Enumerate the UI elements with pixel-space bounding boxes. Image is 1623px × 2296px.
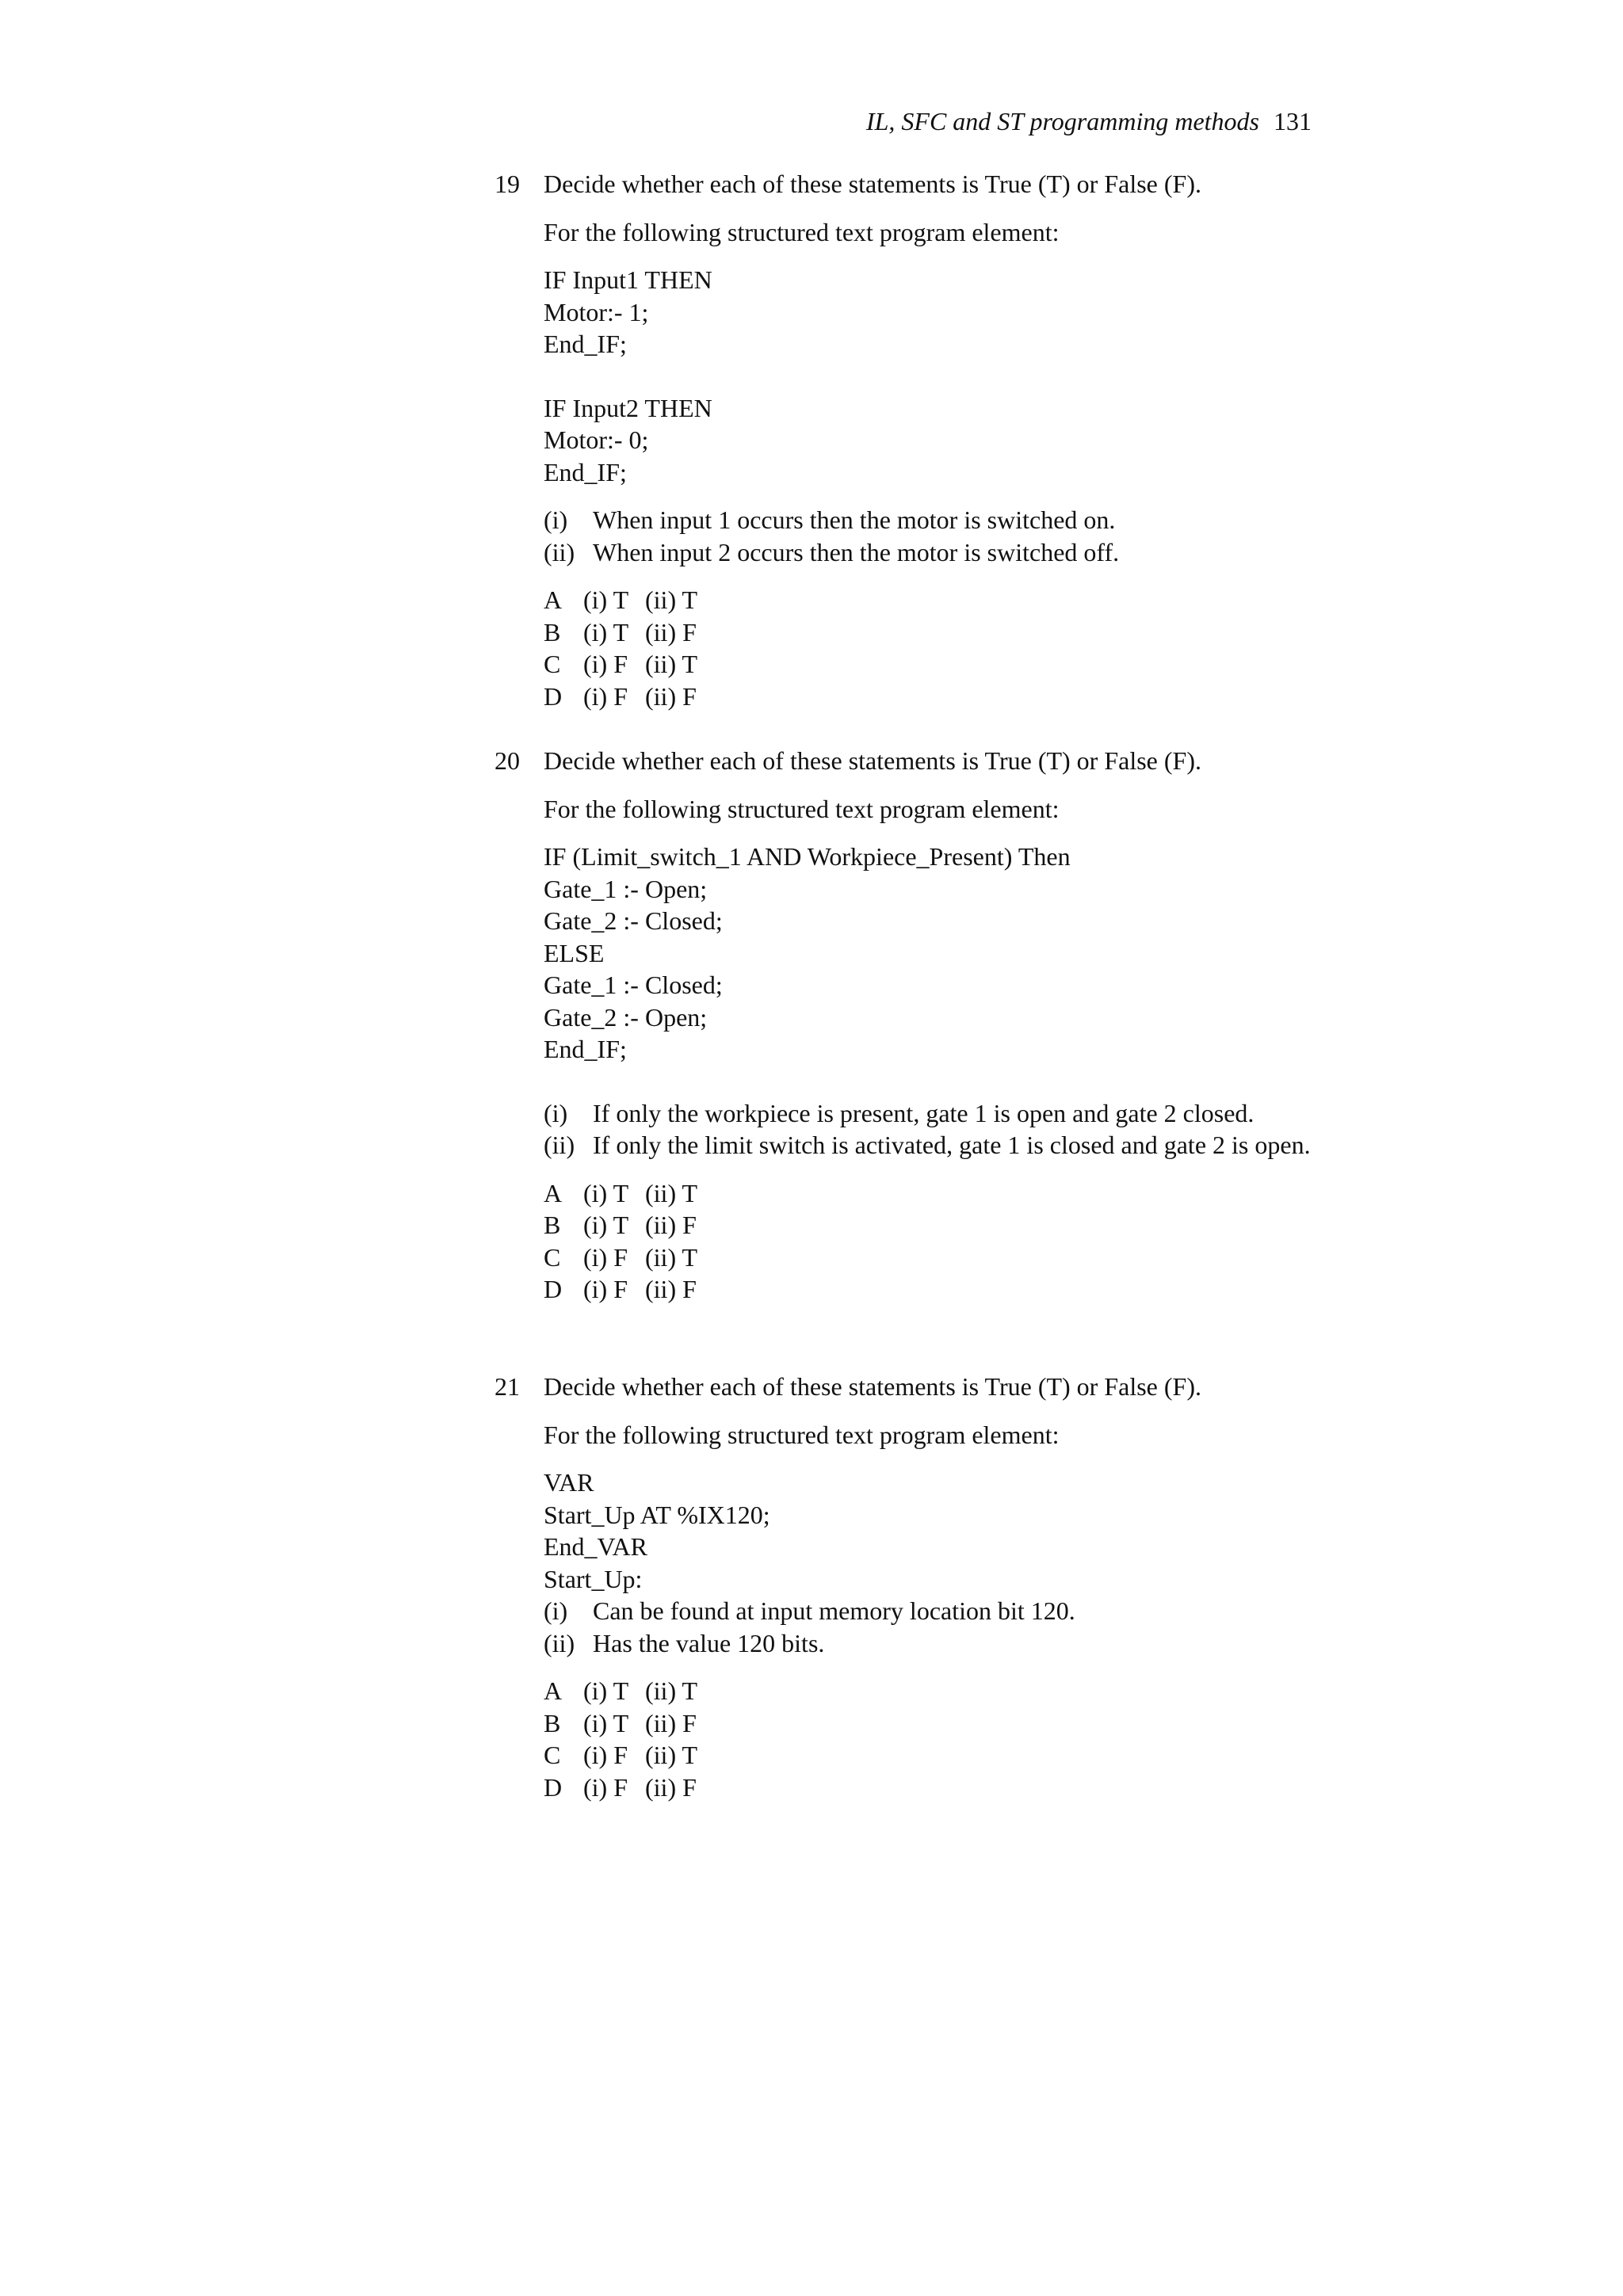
- code-block: [544, 1466, 1316, 1595]
- answer-option: [544, 1209, 1316, 1241]
- question-number: 21: [495, 1372, 520, 1401]
- option-part-i: (i) F: [583, 1242, 628, 1272]
- code-block: [544, 264, 1316, 360]
- code-block: [544, 841, 1316, 1066]
- statement-list: [544, 1595, 1316, 1659]
- code-line: Gate_2 :- Closed;: [544, 906, 723, 935]
- option-part-ii: (ii) T: [645, 1242, 698, 1272]
- statement-label: (ii): [544, 537, 575, 566]
- code-line: End_VAR: [544, 1532, 647, 1561]
- statement-text: If only the workpiece is present, gate 1 is open and gate 2 closed.: [593, 1098, 1254, 1127]
- statement: [544, 1595, 1316, 1627]
- question-prompt: Decide whether each of these statements is True (T) or False (F).: [544, 746, 1201, 775]
- code-line: End_IF;: [544, 330, 627, 358]
- answer-option: [544, 681, 1316, 713]
- code-line: ELSE: [544, 938, 605, 967]
- code-line: End_IF;: [544, 1035, 627, 1063]
- statement-label: (ii): [544, 1628, 575, 1657]
- answer-option: [544, 1772, 1316, 1804]
- code-line: IF Input2 THEN: [544, 393, 712, 422]
- answer-option: [544, 1675, 1316, 1707]
- page-number: 131: [1274, 107, 1312, 135]
- answer-option: [544, 1241, 1316, 1274]
- code-line: Motor:- 1;: [544, 297, 649, 326]
- question-number: 20: [495, 746, 520, 775]
- option-letter: A: [544, 1178, 563, 1207]
- option-letter: B: [544, 617, 561, 646]
- question-intro: For the following structured text program element:: [544, 1420, 1060, 1449]
- question-body: [544, 168, 1316, 712]
- statement-text: When input 2 occurs then the motor is switched off.: [593, 537, 1120, 566]
- statement-text: When input 1 occurs then the motor is switched on.: [593, 505, 1116, 534]
- question-number: 19: [495, 170, 520, 198]
- option-letter: B: [544, 1708, 561, 1737]
- option-part-ii: (ii) T: [645, 1676, 698, 1705]
- option-part-ii: (ii) T: [645, 1178, 698, 1207]
- statement: [544, 536, 1316, 569]
- option-part-i: (i) F: [583, 650, 628, 678]
- option-part-ii: (ii) F: [645, 681, 697, 711]
- option-part-i: (i) F: [583, 681, 628, 711]
- question-prompt: Decide whether each of these statements is True (T) or False (F).: [544, 170, 1201, 198]
- statement: [544, 1129, 1316, 1161]
- option-part-ii: (ii) F: [645, 1708, 697, 1737]
- option-part-i: (i) F: [583, 1772, 628, 1802]
- code-line: Start_Up AT %IX120;: [544, 1500, 770, 1529]
- question-prompt: Decide whether each of these statements is True (T) or False (F).: [544, 1372, 1201, 1401]
- option-part-ii: (ii) F: [645, 1211, 697, 1239]
- code-line: IF (Limit_switch_1 AND Workpiece_Present) Then: [544, 842, 1071, 871]
- code-line: Gate_1 :- Closed;: [544, 971, 723, 999]
- option-part-ii: (ii) F: [645, 1772, 697, 1802]
- option-letter: D: [544, 1275, 563, 1303]
- option-part-i: (i) T: [583, 1211, 629, 1239]
- code-line: Gate_1 :- Open;: [544, 874, 708, 903]
- option-part-i: (i) F: [583, 1275, 628, 1303]
- answer-option: [544, 584, 1316, 616]
- option-letter: D: [544, 1772, 563, 1802]
- code-line: Motor:- 0;: [544, 425, 649, 454]
- statement-text: Can be found at input memory location bit 120.: [593, 1596, 1075, 1625]
- question-21: [495, 1371, 1316, 1803]
- option-part-i: (i) T: [583, 1676, 629, 1705]
- option-letter: D: [544, 681, 563, 711]
- code-line: IF Input1 THEN: [544, 265, 712, 294]
- answer-options: [544, 1177, 1316, 1306]
- option-letter: C: [544, 1242, 561, 1272]
- code-line: VAR: [544, 1468, 594, 1497]
- question-20: [495, 745, 1316, 1306]
- statement-label: (i): [544, 1098, 568, 1127]
- option-part-ii: (ii) F: [645, 1275, 697, 1303]
- question-body: [544, 745, 1316, 1306]
- option-part-ii: (ii) T: [645, 585, 698, 614]
- option-letter: A: [544, 1676, 563, 1705]
- option-letter: C: [544, 650, 561, 678]
- answer-options: [544, 584, 1316, 712]
- option-part-i: (i) T: [583, 1708, 629, 1737]
- option-part-i: (i) T: [583, 1178, 629, 1207]
- statement-label: (i): [544, 1596, 568, 1625]
- option-letter: C: [544, 1741, 561, 1769]
- answer-option: [544, 616, 1316, 649]
- question-19: [495, 168, 1316, 712]
- statement-list: [544, 504, 1316, 568]
- answer-option: [544, 1273, 1316, 1306]
- option-part-ii: (ii) F: [645, 617, 697, 646]
- code-line: Start_Up:: [544, 1564, 643, 1593]
- option-part-i: (i) F: [583, 1741, 628, 1769]
- code-line: End_IF;: [544, 457, 627, 486]
- answer-options: [544, 1675, 1316, 1803]
- option-part-i: (i) T: [583, 585, 629, 614]
- running-title: IL, SFC and ST programming methods: [865, 107, 1259, 135]
- running-header: [866, 105, 1312, 138]
- option-part-ii: (ii) T: [645, 1741, 698, 1769]
- statement: [544, 1627, 1316, 1660]
- question-intro: For the following structured text program element:: [544, 217, 1060, 246]
- statement-label: (i): [544, 505, 568, 534]
- option-letter: A: [544, 585, 563, 614]
- code-block: [544, 392, 1316, 489]
- question-intro: For the following structured text program element:: [544, 794, 1060, 823]
- answer-option: [544, 648, 1316, 681]
- statement-label: (ii): [544, 1131, 575, 1159]
- statement-text: If only the limit switch is activated, gate 1 is closed and gate 2 is open.: [593, 1131, 1311, 1159]
- option-part-i: (i) T: [583, 617, 629, 646]
- answer-option: [544, 1739, 1316, 1772]
- option-letter: B: [544, 1211, 561, 1239]
- statement-list: [544, 1097, 1316, 1161]
- question-body: [544, 1371, 1316, 1803]
- statement: [544, 504, 1316, 536]
- code-line: Gate_2 :- Open;: [544, 1002, 708, 1032]
- answer-option: [544, 1177, 1316, 1210]
- statement-text: Has the value 120 bits.: [593, 1628, 825, 1657]
- answer-option: [544, 1707, 1316, 1740]
- option-part-ii: (ii) T: [645, 650, 698, 678]
- statement: [544, 1097, 1316, 1130]
